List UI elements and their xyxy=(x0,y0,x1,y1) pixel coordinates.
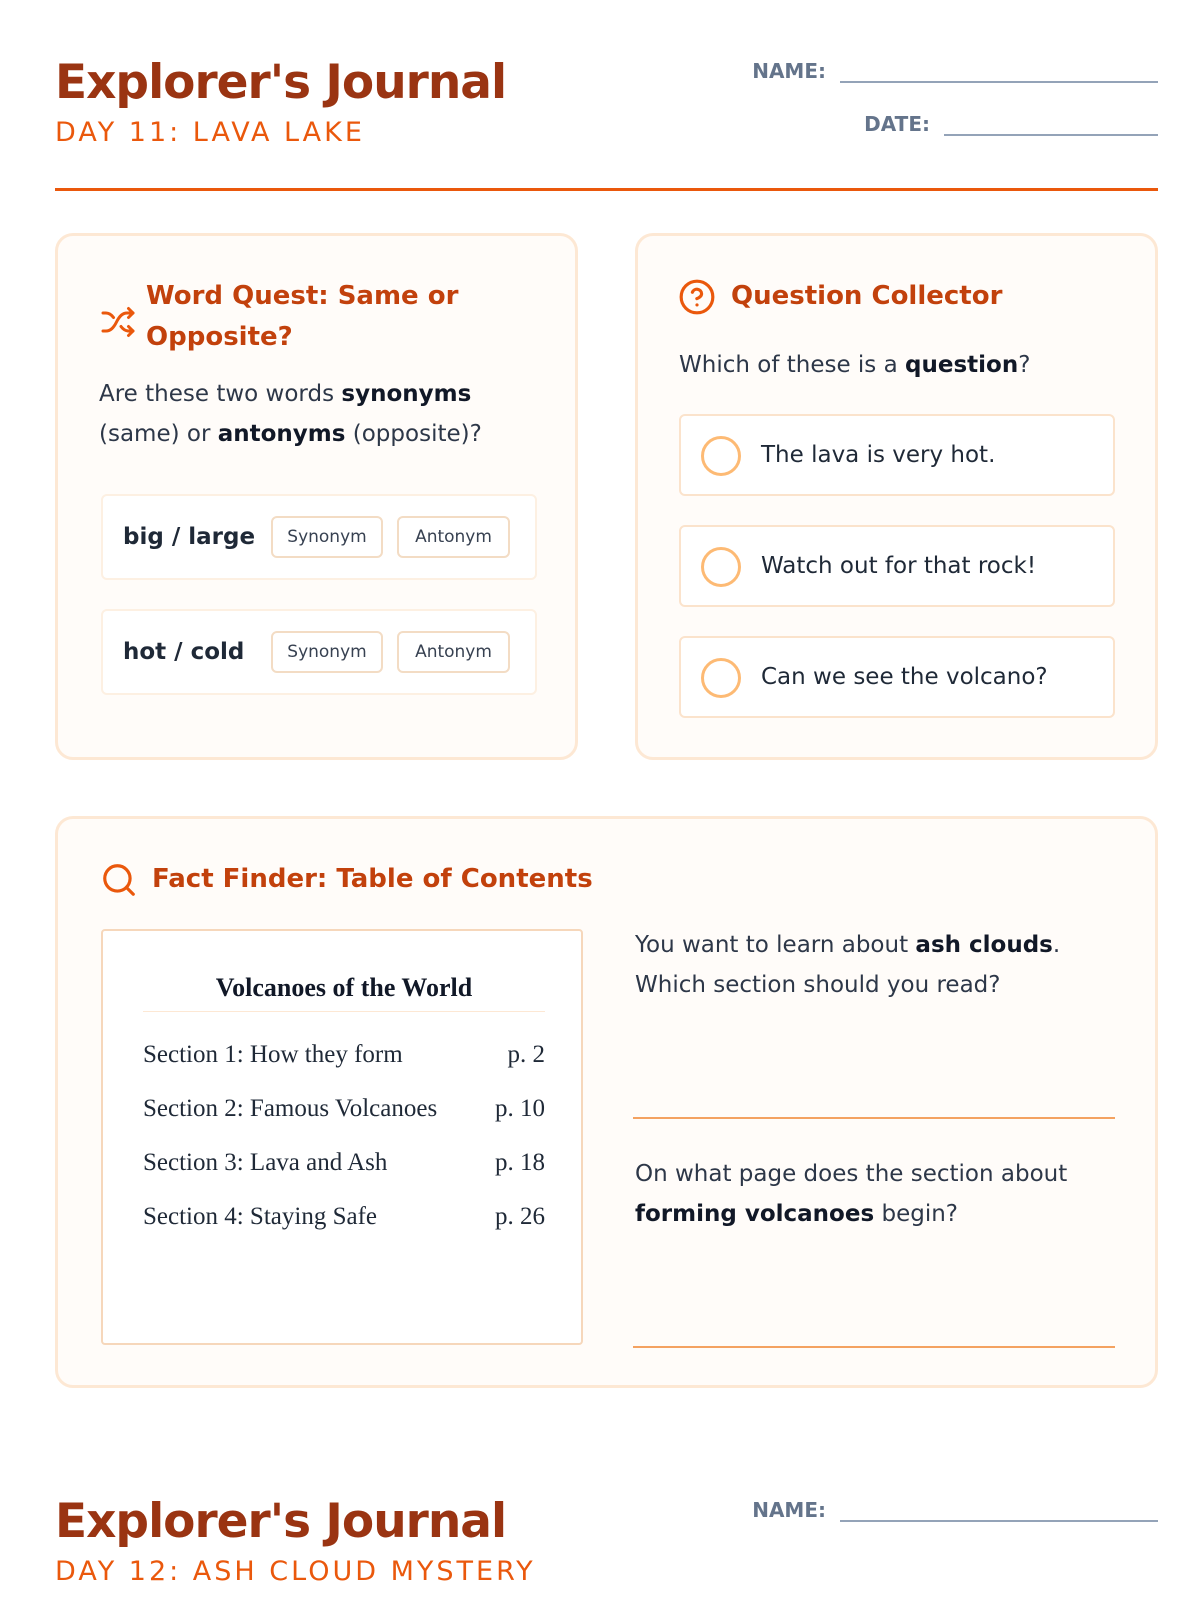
date-field xyxy=(864,110,1158,136)
name-field xyxy=(752,1496,1158,1522)
toc-section: Section 4: Staying Safe xyxy=(143,1203,377,1230)
page-header xyxy=(55,1494,1158,1594)
fact-question-1: You want to learn about ash clouds. Which section should you read? xyxy=(635,932,1061,998)
page-header xyxy=(55,55,1158,155)
answer-line-1[interactable] xyxy=(633,1117,1115,1119)
toc-section: Section 3: Lava and Ash xyxy=(143,1149,388,1176)
word-quest-card xyxy=(55,233,578,760)
word-quest-title-line2: Opposite? xyxy=(146,322,293,352)
radio-button[interactable] xyxy=(701,658,741,698)
synonym-button[interactable]: Synonym xyxy=(271,631,383,673)
question-collector-card xyxy=(635,233,1158,760)
name-field xyxy=(752,57,1158,83)
journal-page-day-12 xyxy=(55,1494,1158,1594)
journal-title: Explorer's Journal xyxy=(55,1494,507,1549)
question-collector-title: Question Collector xyxy=(731,281,1003,311)
answer-option[interactable] xyxy=(679,414,1115,496)
antonym-button[interactable]: Antonym xyxy=(397,631,510,673)
antonym-button[interactable]: Antonym xyxy=(397,516,510,558)
fact-finder-title: Fact Finder: Table of Contents xyxy=(152,864,593,894)
header-divider xyxy=(55,188,1158,191)
word-quest-title-line1: Word Quest: Same or xyxy=(146,281,459,311)
date-label: DATE: xyxy=(864,112,930,136)
word-pair-label: big / large xyxy=(123,524,256,550)
question-collector-prompt: Which of these is a question? xyxy=(679,352,1031,378)
word-pair-row xyxy=(101,609,537,695)
answer-line-2[interactable] xyxy=(633,1346,1115,1348)
journal-page-day-11 xyxy=(55,55,1158,155)
toc-section: Section 1: How they form xyxy=(143,1041,403,1068)
toc-row xyxy=(143,1041,545,1069)
date-input-line[interactable] xyxy=(944,110,1158,136)
day-title: DAY 12: ASH CLOUD MYSTERY xyxy=(55,1556,536,1587)
toc-page: p. 18 xyxy=(495,1149,545,1176)
fact-question-2: On what page does the section about forming volcanoes begin? xyxy=(635,1161,1068,1227)
option-text: Watch out for that rock! xyxy=(761,553,1037,579)
fact-finder-card xyxy=(55,816,1158,1388)
magnifier-icon xyxy=(100,861,138,899)
word-quest-title xyxy=(146,276,458,358)
question-circle-icon xyxy=(678,278,716,316)
name-label: NAME: xyxy=(752,1498,826,1522)
journal-title: Explorer's Journal xyxy=(55,55,507,110)
shuffle-icon xyxy=(100,304,136,340)
word-pair-label: hot / cold xyxy=(123,639,245,665)
option-text: Can we see the volcano? xyxy=(761,664,1048,690)
toc-section: Section 2: Famous Volcanoes xyxy=(143,1095,438,1122)
toc-row xyxy=(143,1203,545,1231)
answer-option[interactable] xyxy=(679,525,1115,607)
radio-button[interactable] xyxy=(701,436,741,476)
word-quest-prompt: Are these two words synonyms (same) or antonyms (opposite)? xyxy=(99,381,482,447)
toc-page: p. 10 xyxy=(495,1095,545,1122)
toc-row xyxy=(143,1095,545,1123)
toc-row xyxy=(143,1149,545,1177)
word-pair-row xyxy=(101,494,537,580)
answer-option[interactable] xyxy=(679,636,1115,718)
table-of-contents xyxy=(101,929,583,1345)
radio-button[interactable] xyxy=(701,547,741,587)
day-title: DAY 11: LAVA LAKE xyxy=(55,117,365,148)
toc-page: p. 2 xyxy=(507,1041,545,1068)
toc-page: p. 26 xyxy=(495,1203,545,1230)
name-input-line[interactable] xyxy=(840,1496,1158,1522)
name-label: NAME: xyxy=(752,59,826,83)
toc-divider xyxy=(143,1011,545,1012)
toc-title: Volcanoes of the World xyxy=(215,973,473,1002)
option-text: The lava is very hot. xyxy=(761,442,996,468)
synonym-button[interactable]: Synonym xyxy=(271,516,383,558)
name-input-line[interactable] xyxy=(840,57,1158,83)
